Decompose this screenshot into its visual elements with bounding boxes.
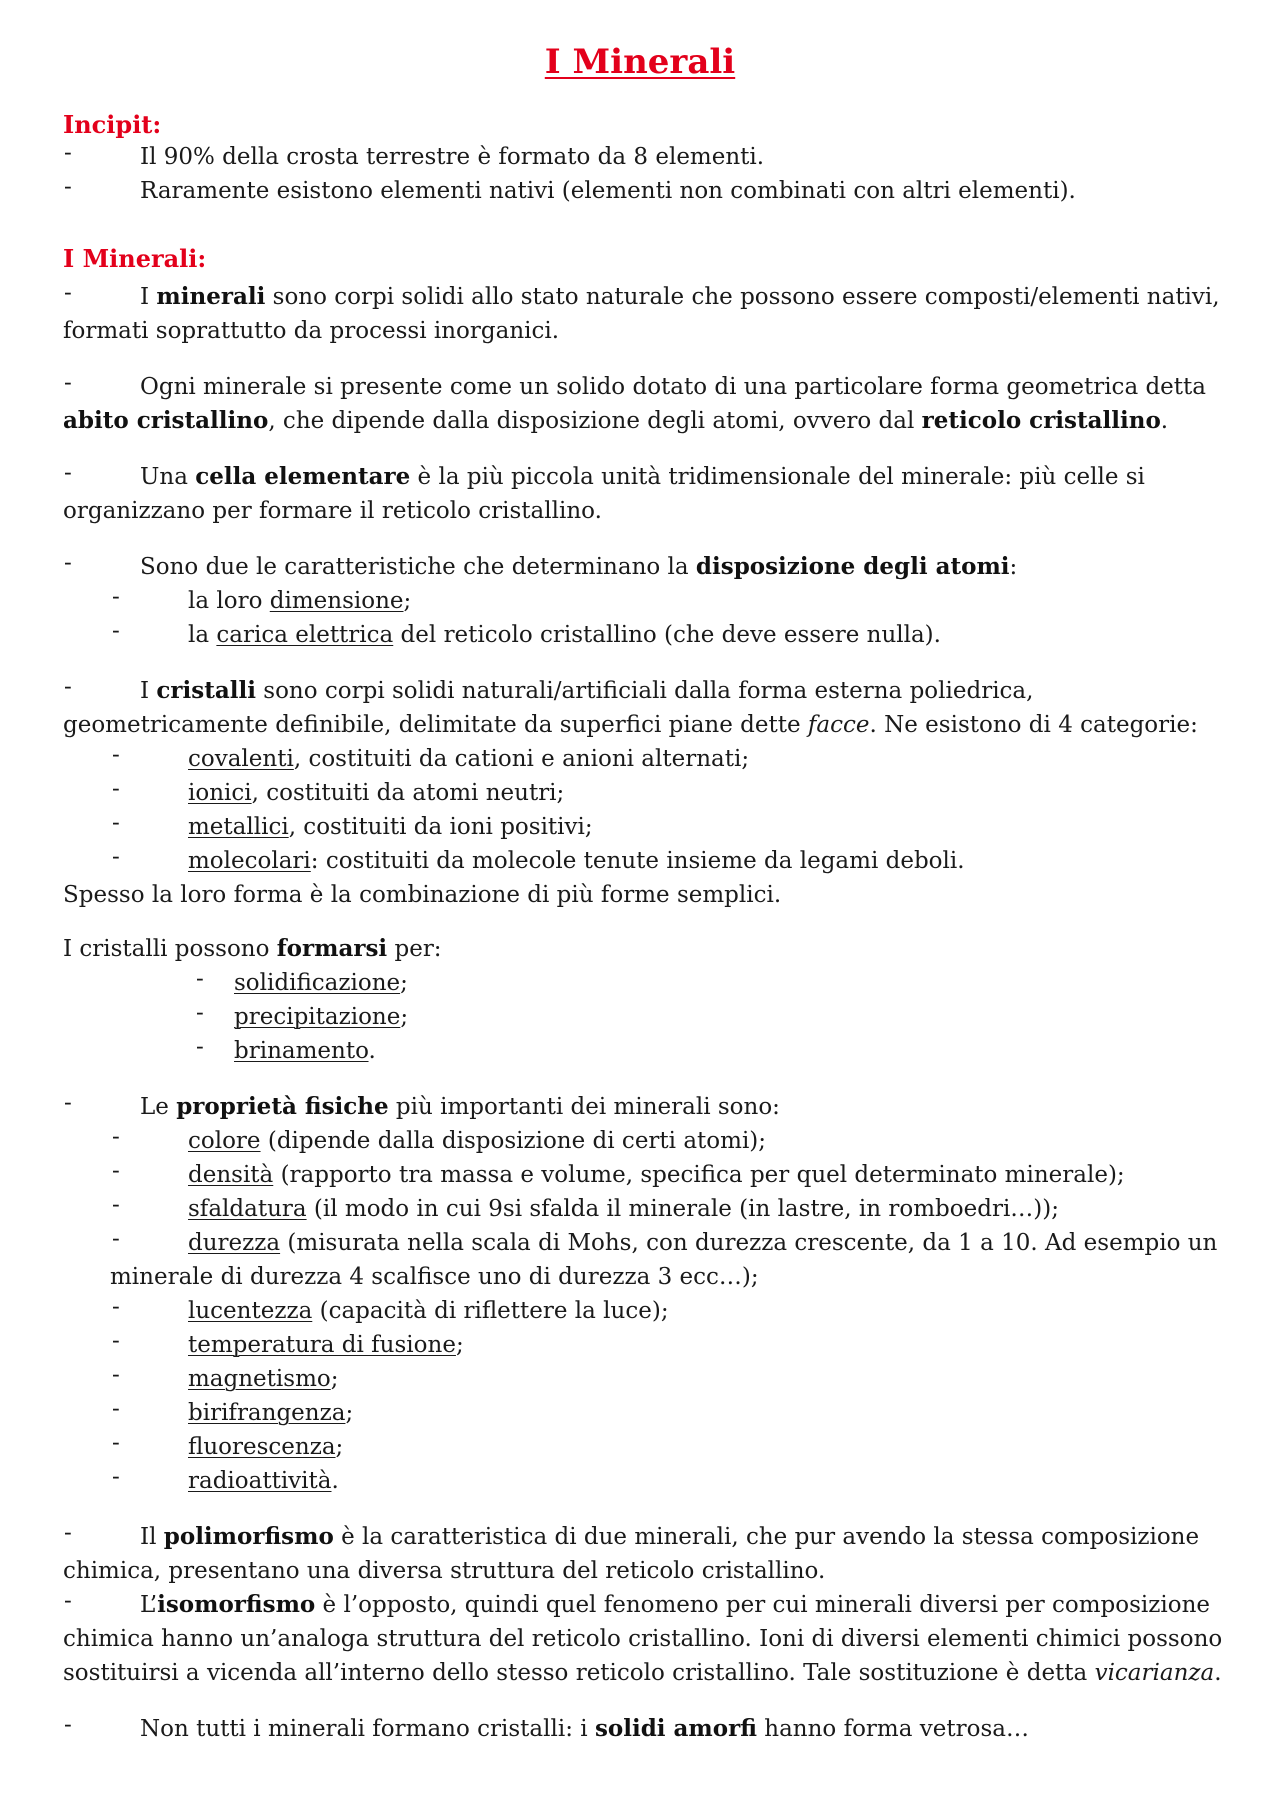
list-bullet: -: [196, 1034, 204, 1060]
list-bullet: -: [64, 1520, 72, 1546]
list-bullet: -: [64, 1712, 72, 1738]
list-item: la loro dimensione;: [188, 588, 412, 614]
list-bullet: -: [112, 584, 120, 610]
paragraph-line: sostituirsi a vicenda all’interno dello stesso reticolo cristallino. Tale sostituzione è detta vicarianza.: [63, 1660, 1222, 1686]
list-bullet: -: [64, 1588, 72, 1614]
list-item-continuation: minerale di durezza 4 scalfisce uno di durezza 3 ecc…);: [110, 1264, 759, 1290]
list-item: precipitazione;: [234, 1004, 409, 1030]
list-bullet: -: [196, 966, 204, 992]
list-bullet: -: [64, 370, 72, 396]
list-item: solidificazione;: [234, 970, 408, 996]
paragraph-line: Spesso la loro forma è la combinazione di più forme semplici.: [63, 882, 782, 908]
paragraph-line: Una cella elementare è la più piccola unità tridimensionale del minerale: più celle si: [140, 463, 1145, 490]
list-bullet: -: [112, 810, 120, 836]
list-bullet: -: [112, 1294, 120, 1320]
list-bullet: -: [112, 1430, 120, 1456]
list-item: ionici, costituiti da atomi neutri;: [188, 780, 565, 806]
list-item: colore (dipende dalla disposizione di certi atomi);: [188, 1128, 767, 1154]
paragraph-line: formati soprattutto da processi inorganici.: [63, 318, 560, 344]
list-item: densità (rapporto tra massa e volume, specifica per quel determinato minerale);: [188, 1162, 1125, 1188]
list-item: Raramente esistono elementi nativi (elementi non combinati con altri elementi).: [140, 178, 1076, 204]
list-item: temperatura di fusione;: [188, 1332, 464, 1358]
paragraph-line: Non tutti i minerali formano cristalli: i solidi amorfi hanno forma vetrosa…: [140, 1715, 1029, 1742]
list-item: covalenti, costituiti da cationi e anioni alternati;: [188, 746, 750, 772]
paragraph-line: Il polimorfismo è la caratteristica di due minerali, che pur avendo la stessa composizione: [140, 1523, 1200, 1550]
section-heading-incipit: Incipit:: [63, 110, 162, 139]
list-bullet: -: [112, 1226, 120, 1252]
list-bullet: -: [64, 674, 72, 700]
list-bullet: -: [112, 742, 120, 768]
paragraph-line: chimica, presentano una diversa struttura del reticolo cristallino.: [63, 1558, 826, 1584]
list-bullet: -: [64, 140, 72, 166]
list-item: molecolari: costituiti da molecole tenute insieme da legami deboli.: [188, 848, 965, 874]
list-item: durezza (misurata nella scala di Mohs, con durezza crescente, da 1 a 10. Ad esempio un: [188, 1230, 1218, 1256]
list-item: Il 90% della crosta terrestre è formato da 8 elementi.: [140, 144, 765, 170]
paragraph-line: I cristalli possono formarsi per:: [63, 935, 442, 962]
list-item: sfaldatura (il modo in cui 9si sfalda il minerale (in lastre, in romboedri…));: [188, 1196, 1059, 1222]
list-bullet: -: [112, 844, 120, 870]
paragraph-line: Le proprietà fisiche più importanti dei minerali sono:: [140, 1093, 780, 1120]
list-bullet: -: [112, 618, 120, 644]
section-heading-minerali: I Minerali:: [63, 244, 207, 273]
list-bullet: -: [64, 280, 72, 306]
list-bullet: -: [64, 460, 72, 486]
list-item: metallici, costituiti da ioni positivi;: [188, 814, 593, 840]
list-bullet: -: [112, 1158, 120, 1184]
list-bullet: -: [64, 1090, 72, 1116]
list-item: birifrangenza;: [188, 1400, 354, 1426]
paragraph-line: Ogni minerale si presente come un solido dotato di una particolare forma geometrica detta: [140, 374, 1206, 400]
paragraph-line: L’isomorfismo è l’opposto, quindi quel fenomeno per cui minerali diversi per composizione: [140, 1591, 1211, 1618]
list-bullet: -: [196, 1000, 204, 1026]
list-bullet: -: [64, 174, 72, 200]
list-item: lucentezza (capacità di riflettere la luce);: [188, 1298, 669, 1324]
list-bullet: -: [112, 776, 120, 802]
list-bullet: -: [112, 1396, 120, 1422]
paragraph-line: abito cristallino, che dipende dalla disposizione degli atomi, ovvero dal reticolo cristallino.: [63, 407, 1169, 434]
list-bullet: -: [112, 1362, 120, 1388]
list-bullet: -: [112, 1328, 120, 1354]
list-item: magnetismo;: [188, 1366, 339, 1392]
paragraph-line: organizzano per formare il reticolo cristallino.: [63, 498, 602, 524]
paragraph-line: geometricamente definibile, delimitate da superfici piane dette facce. Ne esistono di 4 categorie:: [63, 712, 1198, 738]
page-title: I Minerali: [544, 42, 736, 82]
list-item: la carica elettrica del reticolo cristallino (che deve essere nulla).: [188, 622, 941, 648]
list-bullet: -: [112, 1124, 120, 1150]
paragraph-line: Sono due le caratteristiche che determinano la disposizione degli atomi:: [140, 553, 1018, 580]
paragraph-line: chimica hanno un’analoga struttura del reticolo cristallino. Ioni di diversi elementi chimici possono: [63, 1626, 1223, 1652]
list-bullet: -: [112, 1464, 120, 1490]
paragraph-line: I cristalli sono corpi solidi naturali/artificiali dalla forma esterna poliedrica,: [140, 677, 1034, 704]
list-bullet: -: [112, 1192, 120, 1218]
list-bullet: -: [64, 550, 72, 576]
paragraph-line: I minerali sono corpi solidi allo stato naturale che possono essere composti/elementi nativi,: [140, 283, 1220, 310]
list-item: fluorescenza;: [188, 1434, 344, 1460]
list-item: radioattività.: [188, 1468, 339, 1494]
list-item: brinamento.: [234, 1038, 376, 1064]
